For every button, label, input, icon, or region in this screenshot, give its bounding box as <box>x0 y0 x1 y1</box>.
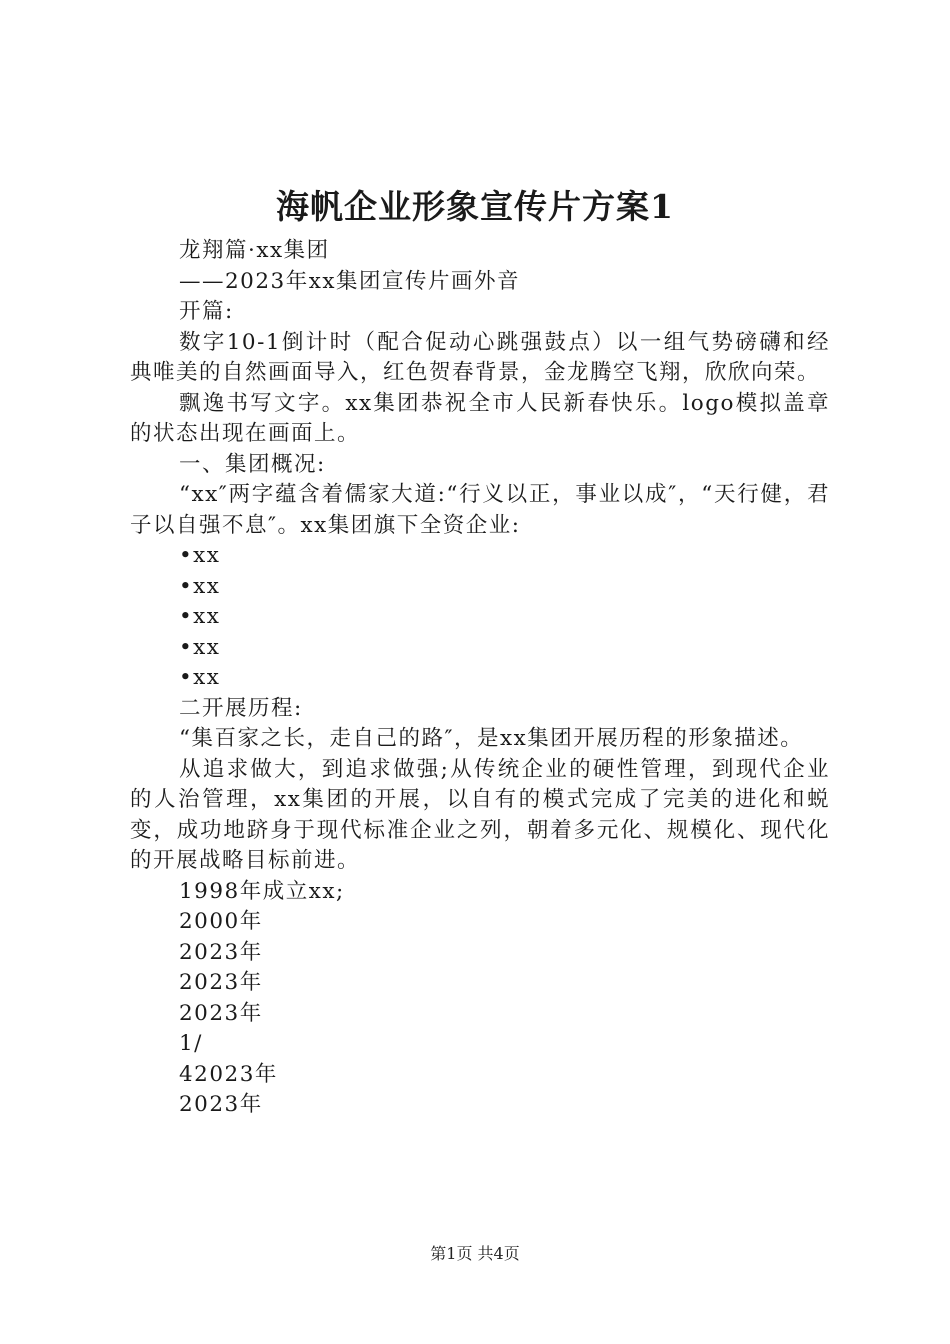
paragraph: 数字10-1倒计时（配合促动心跳强鼓点）以一组气势磅礴和经典唯美的自然画面导入，红色贺春背景，金龙腾空飞翔，欣欣向荣。 <box>130 329 830 385</box>
paragraph: “xx″两字蕴含着儒家大道:“行义以正，事业以成″，“天行健，君子以自强不息″。xx集团旗下全资企业: <box>130 482 830 538</box>
timeline-entry: 1/ <box>179 1031 203 1056</box>
list-item: •xx <box>179 665 221 690</box>
document-body <box>130 236 830 1121</box>
timeline-entry: 2023年 <box>179 939 263 965</box>
timeline-entry: 2023年 <box>179 970 263 995</box>
timeline-entry: 42023年 <box>179 1061 278 1087</box>
section-heading: 二开展历程: <box>179 695 303 721</box>
section-heading: 开篇: <box>179 299 234 324</box>
section-heading: 一、集团概况: <box>179 451 326 477</box>
paragraph: 飘逸书写文字。xx集团恭祝全市人民新春快乐。logo模拟盖章的状态出现在画面上。 <box>130 390 830 446</box>
page-footer: 第1页 共4页 <box>430 1244 520 1263</box>
list-item: •xx <box>179 543 221 568</box>
timeline-entry: 2023年 <box>179 1000 263 1026</box>
list-item: •xx <box>179 634 221 660</box>
timeline-entry: 1998年成立xx; <box>179 878 345 904</box>
subtitle-line: ——2023年xx集团宣传片画外音 <box>179 268 520 294</box>
timeline-entry: 2023年 <box>179 1092 263 1117</box>
list-item: •xx <box>179 604 221 629</box>
paragraph: “集百家之长，走自己的路″，是xx集团开展历程的形象描述。 <box>179 726 804 751</box>
paragraph: 从追求做大，到追求做强;从传统企业的硬性管理，到现代企业的人治管理，xx集团的开展，以自有的模式完成了完美的进化和蜕变，成功地跻身于现代标准企业之列，朝着多元化、规模化、现代化的开展战略目标前进。 <box>130 756 830 873</box>
document-title: 海帆企业形象宣传片方案1 <box>276 187 674 226</box>
list-item: •xx <box>179 573 221 599</box>
timeline-entry: 2000年 <box>179 909 263 934</box>
subtitle-line: 龙翔篇·xx集团 <box>179 238 330 263</box>
